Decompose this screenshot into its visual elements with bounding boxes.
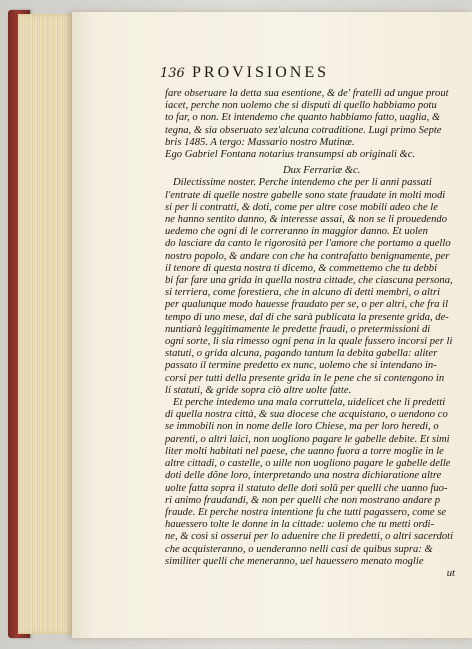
running-head: PROVISIONES xyxy=(192,64,330,81)
text-line: iacet, perche non uolemo che si disputi di quello habbiamo potu xyxy=(165,100,437,112)
text-line: di quella nostra città, & sua diocese che acquistano, o uendono co xyxy=(165,409,448,421)
text-line: doti delle dõne loro, interpretando una nostra dichiaratione altre xyxy=(165,470,442,482)
text-line: corsi per tutti della presente grida in le pene che si contengono in xyxy=(165,372,445,384)
body-text xyxy=(165,88,455,580)
text-line: statuti, o grida alcuna, pagando tantum la debita gabella: aliter xyxy=(165,348,438,360)
text-line: Et perche intedemo una mala corruttela, uidelicet che li predetti xyxy=(173,397,446,409)
text-line: altre cittadi, o castelle, o uille non uogliono pagare le gabelle delle xyxy=(165,458,451,470)
catchword: ut xyxy=(446,567,455,579)
text-line: bi far fare una grida in quella nostra cittade, che ciascuna persona, xyxy=(165,275,453,287)
text-line: liter molti habitati nel paese, che uanno fuora a torre moglie in le xyxy=(165,445,444,457)
text-line: nostro popolo, & andare con che ha contrafatto benignamente, per xyxy=(165,250,450,262)
text-line: uolte fatta sopra il statuto delle doti solū per quelli che uanno fuo- xyxy=(165,482,448,494)
text-line: uedemo che ogni di le correranno in maggior danno. Et uolen xyxy=(165,226,428,238)
text-line: per qualunque modo hauesse fraudato per se, o per altri, che fra il xyxy=(165,299,449,311)
text-line: ne hanno sentito danno, & interesse assai, & non se li prouedendo xyxy=(165,214,447,226)
text-line: do lasciare da canto le rigorosità per l'amore che portamo a quello xyxy=(165,238,451,250)
text-line: passato il termine predetto ex nunc, uolemo che si intendano in- xyxy=(165,360,437,372)
text-line: se immobili non in nome delle loro Chiese, ma per loro heredi, o xyxy=(165,421,439,433)
text-line: si per li contratti, & doti, come per altre cose mobili adeo che le xyxy=(165,201,438,213)
text-line: l'entrate di quelle nostre gabelle sono state fraudate in molti modi xyxy=(165,189,446,201)
page-header xyxy=(160,66,460,86)
text-line: fare obseruare la detta sua esentione, & de' fratelli ad ungue prout xyxy=(165,88,449,99)
text-line: bris 1485. A tergo: Massario nostro Mutinæ. xyxy=(165,136,355,148)
page-number: 136 xyxy=(160,66,185,81)
text-line: parenti, o altri laici, non uogliono pagare le gabelle debite. Et simi xyxy=(165,433,450,445)
text-line: li statuti, & gride sopra ciò altre uolte fatte. xyxy=(165,384,352,396)
text-line: similiter quelli che meneranno, uel hauessero menato moglie xyxy=(165,555,424,567)
text-line: si terriera, come forestiera, che in alcuno di detti membri, o altri xyxy=(165,287,441,299)
text-line: fraude. Et perche nostra intentione fu che tutti pagassero, come se xyxy=(165,506,447,518)
text-line: Ego Gabriel Fontana notarius transumpsi ab originali &c. xyxy=(165,149,416,161)
text-line: nuntiarà leggitimamente le predette fraudi, o pretermissioni di xyxy=(165,323,431,335)
text-line: ogni sorte, li sia rimesso ogni pena in la quale fussero incorsi per li xyxy=(165,336,453,348)
text-line: ri animo fraudandi, & non per quelli che non mostrano andare p xyxy=(165,494,441,506)
text-line: to far, o non. Et intendemo che quanto habbiamo fatto, uaglia, & xyxy=(165,112,441,124)
text-line: Dilectissime noster. Perche intendemo che per li anni passati xyxy=(173,177,432,189)
text-line: hauessero tolte le donne in la cittade: uolemo che tu metti ordi- xyxy=(165,519,435,531)
text-line: che acquisteranno, o uenderanno nelli casi de quibus supra: & xyxy=(165,543,433,555)
text-line: tempo di uno mese, dal di che sarà publicata la presente grida, de- xyxy=(165,311,449,323)
text-line: tegna, & sia obseruato sez'alcuna cotraditione. Lugi primo Septe xyxy=(165,124,442,136)
text-line: ne, & così si osserui per lo aduenire che li predetti, o altri sacerdoti xyxy=(165,531,454,543)
section-heading: Dux Ferrariæ &c. xyxy=(283,165,361,177)
page-edges xyxy=(18,14,74,634)
text-line: il tenore di questa nostra ti dicemo, & commettemo che tu debbi xyxy=(165,262,438,274)
